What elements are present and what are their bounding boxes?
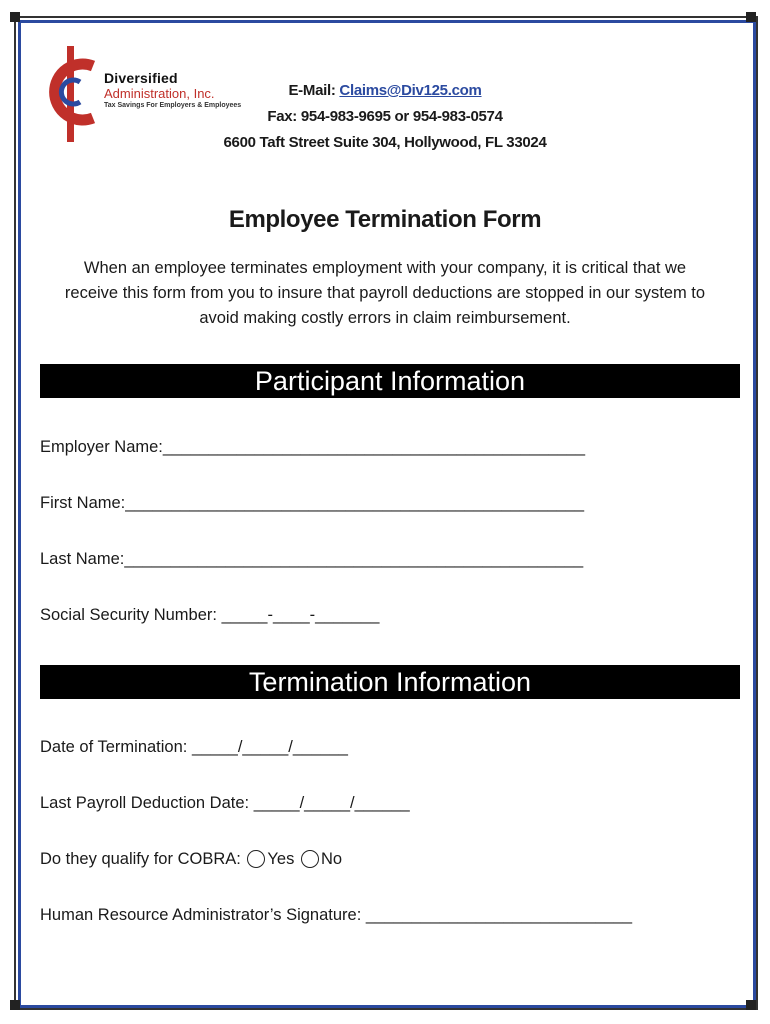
ssn-field[interactable]: Social Security Number: _____-____-_______ [40,606,380,624]
termination-section-header: Termination Information [40,665,740,699]
logo-company-name: Diversified [104,70,178,86]
logo-company-sub: Administration, Inc. [104,86,215,101]
termination-date-field[interactable]: Date of Termination: _____/_____/______ [40,738,348,756]
cobra-yes-label: Yes [267,850,295,868]
contact-block [190,78,580,156]
form-intro: When an employee terminates employment with your company, it is critical that we receive this form from you to insure that payroll deductions are stopped in our system to avoid making costly errors in claim reimbursement. [64,259,706,327]
logo-tagline: Tax Savings For Employers & Employees [104,102,242,109]
cobra-question-label: Do they qualify for COBRA: [40,850,241,868]
email-link[interactable]: Claims@Div125.com [339,82,482,99]
email-label: E-Mail: [288,82,336,99]
fax-line: Fax: 954-983-9695 or 954-983-0574 [267,108,503,125]
participant-section-header: Participant Information [40,364,740,398]
last-name-field[interactable]: Last Name:__________________________________________________ [40,550,584,568]
cobra-no-label: No [320,850,343,868]
corner-mark [746,1000,756,1010]
cobra-question-row [40,850,342,869]
address-line: 6600 Taft Street Suite 304, Hollywood, FL 33024 [223,134,547,151]
email-line [190,78,580,104]
cobra-no-radio[interactable] [301,850,319,868]
employer-name-field[interactable]: Employer Name:______________________________________________ [40,438,585,456]
corner-mark [10,1000,20,1010]
corner-mark [746,12,756,22]
signature-field[interactable]: Human Resource Administrator’s Signature: _____________________________ [40,906,632,924]
corner-mark [10,12,20,22]
cobra-yes-radio[interactable] [247,850,265,868]
form-title: Employee Termination Form [228,206,542,233]
dollar-logo-icon [36,44,106,144]
first-name-field[interactable]: First Name:__________________________________________________ [40,494,585,512]
last-payroll-date-field[interactable]: Last Payroll Deduction Date: _____/_____/______ [40,794,410,812]
